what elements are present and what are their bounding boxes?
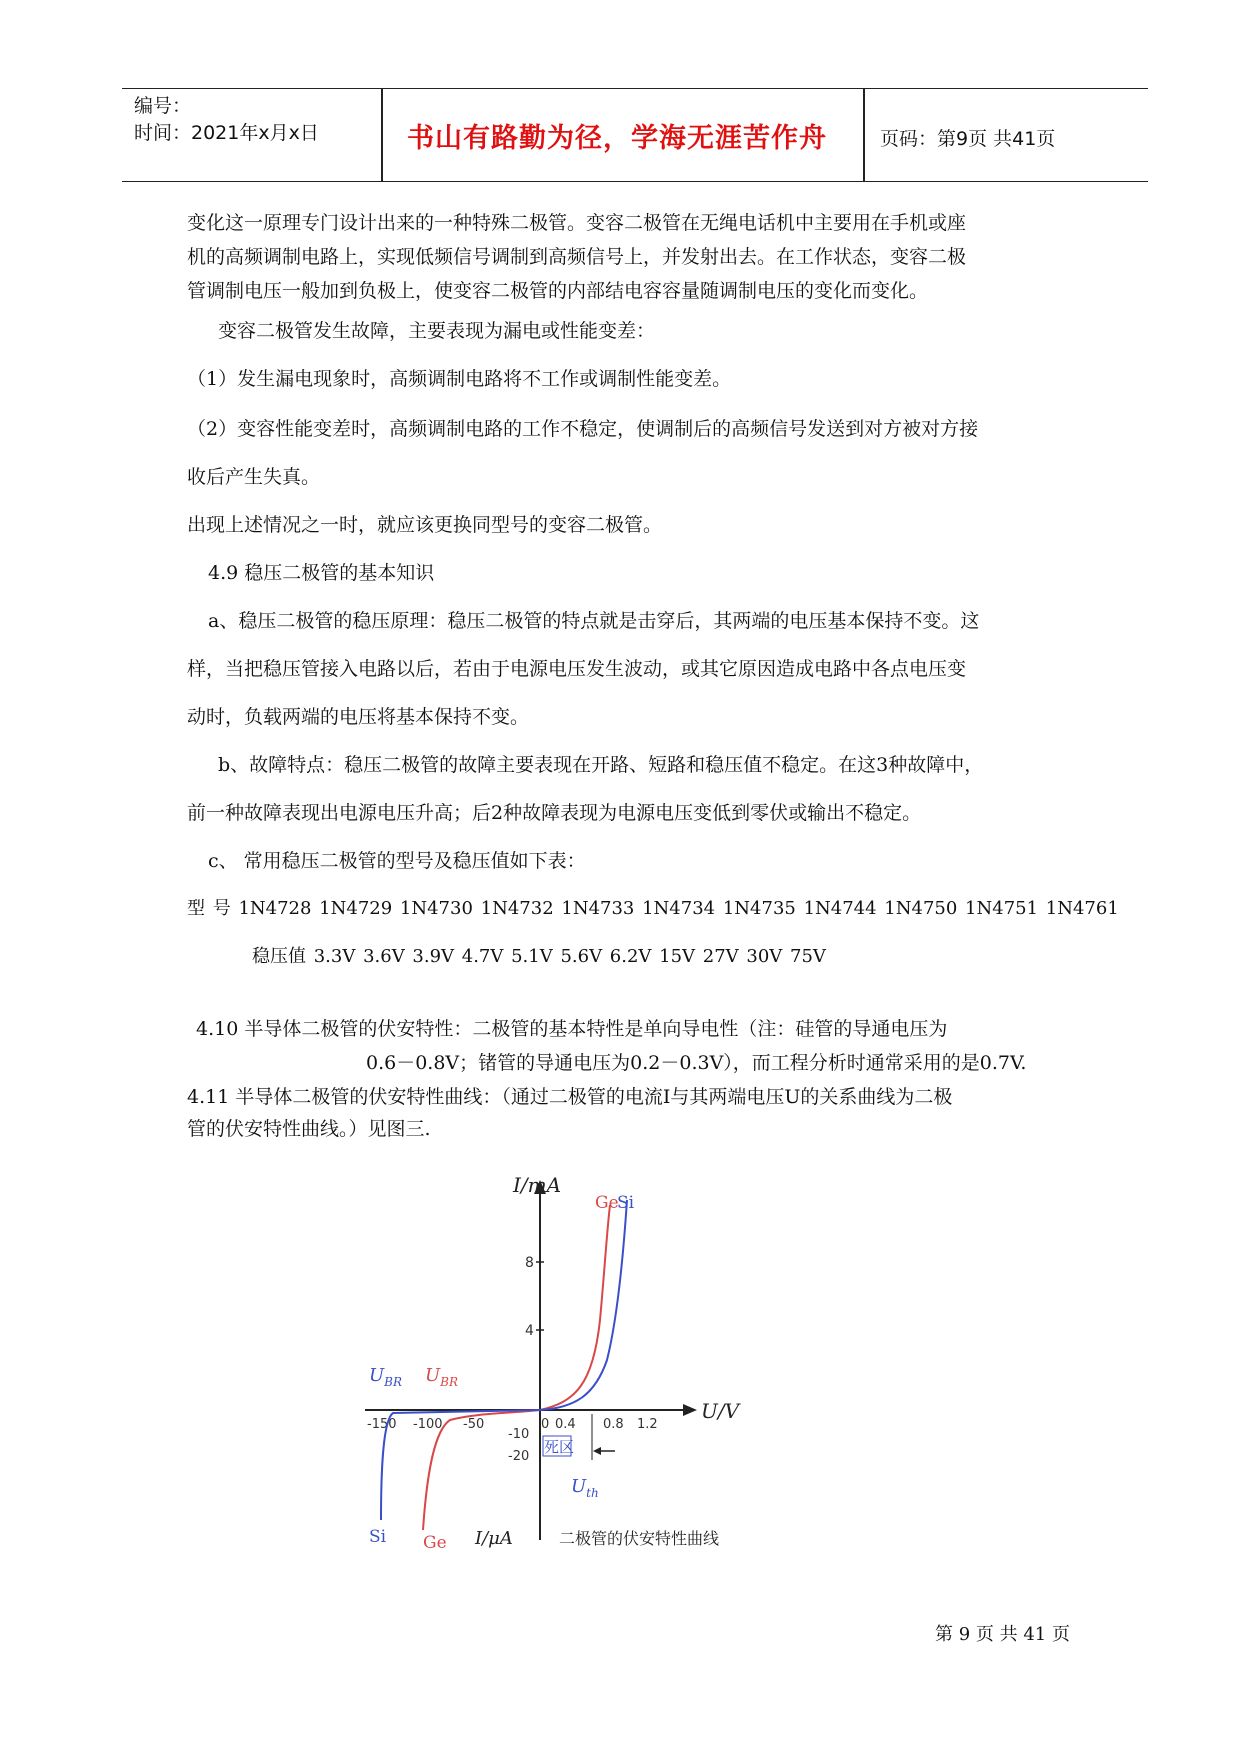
- section-heading: 4.11 半导体二极管的伏安特性曲线：（通过二极管的电流I与其两端电压U的关系曲线为二极: [187, 1086, 953, 1108]
- header-meta: [134, 93, 384, 185]
- si-label-top: Si: [617, 1193, 635, 1213]
- x-tick-label: -100: [413, 1417, 443, 1432]
- x-tick-label: 0.4: [555, 1417, 576, 1432]
- x-tick-label: -150: [367, 1417, 397, 1432]
- y-neg-axis-label: I/μA: [475, 1528, 513, 1549]
- page-header: [122, 88, 1148, 182]
- dead-zone-label: 死区: [544, 1438, 575, 1456]
- header-divider-left: [381, 89, 383, 181]
- header-divider-right: [863, 89, 865, 181]
- header-motto: 书山有路勤为径，学海无涯苦作舟: [407, 123, 827, 154]
- ubr-label-ge: $U_{BR}$: [425, 1365, 459, 1389]
- diode-iv-curve-figure: [345, 1170, 785, 1555]
- paragraph-line: 0.6－0.8V；锗管的导通电压为0.2－0.3V），而工程分析时通常采用的是0.7V.: [366, 1052, 1027, 1074]
- paragraph-line: 变容二极管发生故障，主要表现为漏电或性能变差：: [218, 320, 656, 342]
- list-item: （2）变容性能变差时，高频调制电路的工作不稳定，使调制后的高频信号发送到对方被对方接: [187, 418, 979, 440]
- paragraph-line: 动时，负载两端的电压将基本保持不变。: [187, 706, 530, 728]
- paragraph-line: 变化这一原理专门设计出来的一种特殊二极管。变容二极管在无绳电话机中主要用在手机或座: [187, 212, 967, 234]
- paragraph-line: b、故障特点：稳压二极管的故障主要表现在开路、短路和稳压值不稳定。在这3种故障中，: [218, 754, 984, 776]
- section-heading: 4.9 稳压二极管的基本知识: [208, 562, 435, 584]
- x-tick-label: 0: [541, 1417, 550, 1432]
- x-axis-arrow: [683, 1404, 697, 1416]
- list-item: （1）发生漏电现象时，高频调制电路将不工作或调制性能变差。: [187, 368, 732, 390]
- y-neg-tick-label: -20: [508, 1449, 530, 1464]
- document-number-label: 编号：: [134, 95, 192, 117]
- header-page-code: 页码：第9页 共41页: [880, 128, 1056, 150]
- paragraph-line: 前一种故障表现出电源电压升高；后2种故障表现为电源电压变低到零伏或输出不稳定。: [187, 802, 922, 824]
- ge-label-bottom: Ge: [423, 1533, 447, 1553]
- document-time-label: 时间：2021年x月x日: [134, 122, 319, 144]
- ge-label-top: Ge: [595, 1193, 619, 1213]
- x-tick-label: -50: [463, 1417, 485, 1432]
- x-tick-label: 1.2: [637, 1417, 658, 1432]
- section-heading: 4.10 半导体二极管的伏安特性：二极管的基本特性是单向导电性（注：硅管的导通电压为: [196, 1018, 948, 1040]
- ubr-label-si: $U_{BR}$: [369, 1365, 403, 1389]
- x-tick-label: 0.8: [603, 1417, 624, 1432]
- x-axis-label: U/V: [701, 1399, 740, 1423]
- paragraph-line: 管调制电压一般加到负极上，使变容二极管的内部结电容容量随调制电压的变化而变化。: [187, 280, 929, 302]
- paragraph-line: 出现上述情况之一时，就应该更换同型号的变容二极管。: [187, 514, 663, 536]
- figure-caption: 二极管的伏安特性曲线: [559, 1529, 720, 1548]
- paragraph-line: 样，当把稳压管接入电路以后，若由于电源电压发生波动，或其它原因造成电路中各点电压变: [187, 658, 967, 680]
- paragraph-line: 机的高频调制电路上，实现低频信号调制到高频信号上，并发射出去。在工作状态，变容二极: [187, 246, 967, 268]
- paragraph-line: 管的伏安特性曲线。）见图三.: [187, 1118, 431, 1140]
- paragraph-line: c、 常用稳压二极管的型号及稳压值如下表：: [208, 850, 586, 872]
- si-forward-curve: [540, 1200, 627, 1410]
- ge-forward-curve: [540, 1205, 610, 1410]
- y-tick-label: 4: [525, 1323, 534, 1339]
- uth-label: $U_{th}$: [571, 1476, 599, 1500]
- page-footer: 第 9 页 共 41 页: [935, 1624, 1070, 1645]
- dead-zone-arrowhead: [593, 1447, 601, 1455]
- y-axis-label: I/mA: [513, 1173, 562, 1197]
- si-label-bottom: Si: [369, 1527, 387, 1547]
- zener-value-row: 稳压值 3.3V 3.6V 3.9V 4.7V 5.1V 5.6V 6.2V 15V 27V 30V 75V: [252, 946, 826, 967]
- y-neg-tick-label: -10: [508, 1427, 530, 1442]
- y-tick-label: 8: [525, 1255, 534, 1271]
- zener-model-row: 型 号 1N4728 1N4729 1N4730 1N4732 1N4733 1N4734 1N4735 1N4744 1N4750 1N4751 1N4761: [187, 898, 1119, 919]
- paragraph-line: 收后产生失真。: [187, 466, 321, 488]
- paragraph-line: a、稳压二极管的稳压原理：稳压二极管的特点就是击穿后，其两端的电压基本保持不变。这: [208, 610, 980, 632]
